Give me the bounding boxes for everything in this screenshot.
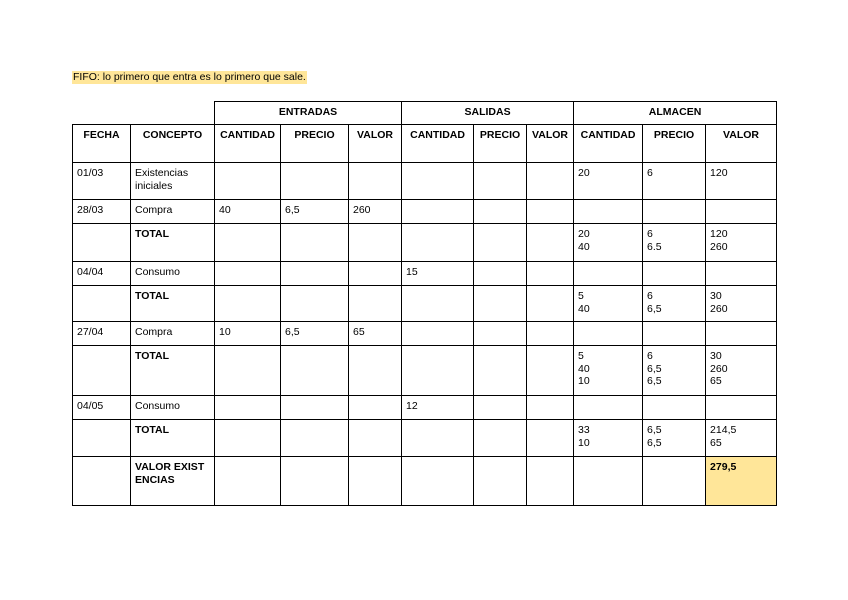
cell-s-valor xyxy=(527,322,574,346)
cell-concepto: Consumo xyxy=(131,262,215,286)
cell-a-valor: 279,5 xyxy=(706,457,777,506)
cell-e-valor: 65 xyxy=(349,322,402,346)
cell-a-valor xyxy=(706,200,777,224)
cell-fecha: 01/03 xyxy=(73,163,131,200)
cell-s-valor xyxy=(527,286,574,322)
cell-a-valor xyxy=(706,262,777,286)
cell-a-valor: 214,5 65 xyxy=(706,420,777,457)
cell-a-precio: 6 6,5 6,5 xyxy=(643,346,706,396)
cell-a-precio: 6 xyxy=(643,163,706,200)
cell-a-cantidad xyxy=(574,396,643,420)
group-salidas: SALIDAS xyxy=(402,102,574,125)
cell-e-valor xyxy=(349,224,402,262)
cell-concepto: Compra xyxy=(131,200,215,224)
cell-s-cantidad: 12 xyxy=(402,396,474,420)
cell-s-valor xyxy=(527,420,574,457)
table-row xyxy=(73,224,777,262)
cell-a-cantidad: 20 40 xyxy=(574,224,643,262)
cell-e-valor xyxy=(349,163,402,200)
cell-e-valor xyxy=(349,262,402,286)
table-row xyxy=(73,286,777,322)
header-entradas-cantidad: CANTIDAD xyxy=(215,125,281,163)
cell-s-valor xyxy=(527,262,574,286)
cell-fecha: 28/03 xyxy=(73,200,131,224)
cell-concepto: VALOR EXISTENCIAS xyxy=(131,457,215,506)
group-entradas: ENTRADAS xyxy=(215,102,402,125)
table-row xyxy=(73,396,777,420)
cell-a-cantidad: 5 40 xyxy=(574,286,643,322)
cell-a-cantidad xyxy=(574,457,643,506)
cell-a-valor xyxy=(706,396,777,420)
cell-s-cantidad xyxy=(402,420,474,457)
cell-e-valor xyxy=(349,396,402,420)
cell-a-valor: 30 260 xyxy=(706,286,777,322)
cell-e-precio: 6,5 xyxy=(281,322,349,346)
cell-a-precio xyxy=(643,396,706,420)
header-salidas-cantidad: CANTIDAD xyxy=(402,125,474,163)
cell-a-precio xyxy=(643,322,706,346)
cell-s-precio xyxy=(474,286,527,322)
cell-e-cantidad: 10 xyxy=(215,322,281,346)
cell-s-precio xyxy=(474,224,527,262)
cell-s-cantidad xyxy=(402,163,474,200)
cell-s-precio xyxy=(474,262,527,286)
cell-s-cantidad xyxy=(402,322,474,346)
cell-e-valor xyxy=(349,457,402,506)
cell-s-valor xyxy=(527,224,574,262)
cell-a-precio xyxy=(643,200,706,224)
cell-e-cantidad xyxy=(215,163,281,200)
cell-e-precio xyxy=(281,346,349,396)
cell-s-precio xyxy=(474,420,527,457)
cell-a-cantidad: 33 10 xyxy=(574,420,643,457)
cell-e-cantidad xyxy=(215,224,281,262)
cell-a-valor: 120 260 xyxy=(706,224,777,262)
header-almacen-valor: VALOR xyxy=(706,125,777,163)
header-salidas-precio: PRECIO xyxy=(474,125,527,163)
cell-fecha xyxy=(73,420,131,457)
cell-a-cantidad: 5 40 10 xyxy=(574,346,643,396)
cell-a-valor xyxy=(706,322,777,346)
cell-s-precio xyxy=(474,322,527,346)
header-salidas-valor: VALOR xyxy=(527,125,574,163)
cell-a-valor: 30 260 65 xyxy=(706,346,777,396)
cell-a-precio xyxy=(643,457,706,506)
cell-s-valor xyxy=(527,346,574,396)
cell-s-precio xyxy=(474,163,527,200)
cell-e-precio xyxy=(281,163,349,200)
header-almacen-precio: PRECIO xyxy=(643,125,706,163)
cell-a-precio: 6 6,5 xyxy=(643,286,706,322)
cell-e-precio xyxy=(281,286,349,322)
cell-e-cantidad xyxy=(215,286,281,322)
cell-s-valor xyxy=(527,163,574,200)
cell-e-cantidad xyxy=(215,396,281,420)
cell-a-cantidad xyxy=(574,200,643,224)
cell-concepto: TOTAL xyxy=(131,346,215,396)
table-row xyxy=(73,322,777,346)
cell-e-valor: 260 xyxy=(349,200,402,224)
group-almacen: ALMACEN xyxy=(574,102,777,125)
blank-corner xyxy=(73,102,215,125)
cell-fecha xyxy=(73,457,131,506)
cell-e-cantidad xyxy=(215,346,281,396)
cell-s-precio xyxy=(474,396,527,420)
cell-s-cantidad: 15 xyxy=(402,262,474,286)
cell-e-valor xyxy=(349,346,402,396)
cell-e-precio xyxy=(281,457,349,506)
cell-s-precio xyxy=(474,200,527,224)
cell-fecha xyxy=(73,286,131,322)
fifo-note: FIFO: lo primero que entra es lo primero que sale. xyxy=(73,71,306,83)
cell-concepto: TOTAL xyxy=(131,420,215,457)
cell-concepto: Existencias iniciales xyxy=(131,163,215,200)
table-row xyxy=(73,163,777,200)
fifo-inventory-table xyxy=(72,101,777,506)
header-almacen-cantidad: CANTIDAD xyxy=(574,125,643,163)
cell-s-cantidad xyxy=(402,200,474,224)
cell-e-cantidad xyxy=(215,420,281,457)
cell-e-valor xyxy=(349,286,402,322)
cell-s-precio xyxy=(474,346,527,396)
cell-a-precio: 6,5 6,5 xyxy=(643,420,706,457)
header-concepto: CONCEPTO xyxy=(131,125,215,163)
cell-a-cantidad: 20 xyxy=(574,163,643,200)
cell-s-cantidad xyxy=(402,346,474,396)
cell-e-precio xyxy=(281,396,349,420)
cell-a-precio: 6 6.5 xyxy=(643,224,706,262)
column-header-row xyxy=(73,125,777,163)
table-row xyxy=(73,200,777,224)
cell-s-valor xyxy=(527,396,574,420)
header-fecha: FECHA xyxy=(73,125,131,163)
header-entradas-valor: VALOR xyxy=(349,125,402,163)
cell-s-cantidad xyxy=(402,457,474,506)
cell-concepto: Compra xyxy=(131,322,215,346)
cell-a-cantidad xyxy=(574,322,643,346)
cell-fecha: 04/05 xyxy=(73,396,131,420)
header-entradas-precio: PRECIO xyxy=(281,125,349,163)
table-row xyxy=(73,262,777,286)
cell-s-precio xyxy=(474,457,527,506)
table-row xyxy=(73,457,777,506)
cell-a-cantidad xyxy=(574,262,643,286)
cell-s-cantidad xyxy=(402,224,474,262)
cell-s-valor xyxy=(527,200,574,224)
cell-fecha: 27/04 xyxy=(73,322,131,346)
cell-a-valor: 120 xyxy=(706,163,777,200)
group-header-row xyxy=(73,102,777,125)
cell-a-precio xyxy=(643,262,706,286)
table-row xyxy=(73,420,777,457)
cell-s-valor xyxy=(527,457,574,506)
cell-concepto: TOTAL xyxy=(131,286,215,322)
cell-e-valor xyxy=(349,420,402,457)
cell-e-cantidad xyxy=(215,262,281,286)
table-row xyxy=(73,346,777,396)
cell-fecha xyxy=(73,346,131,396)
cell-fecha xyxy=(73,224,131,262)
cell-e-precio xyxy=(281,262,349,286)
cell-e-cantidad: 40 xyxy=(215,200,281,224)
cell-e-precio xyxy=(281,224,349,262)
cell-fecha: 04/04 xyxy=(73,262,131,286)
cell-e-precio: 6,5 xyxy=(281,200,349,224)
cell-e-cantidad xyxy=(215,457,281,506)
cell-concepto: Consumo xyxy=(131,396,215,420)
cell-s-cantidad xyxy=(402,286,474,322)
cell-concepto: TOTAL xyxy=(131,224,215,262)
cell-e-precio xyxy=(281,420,349,457)
